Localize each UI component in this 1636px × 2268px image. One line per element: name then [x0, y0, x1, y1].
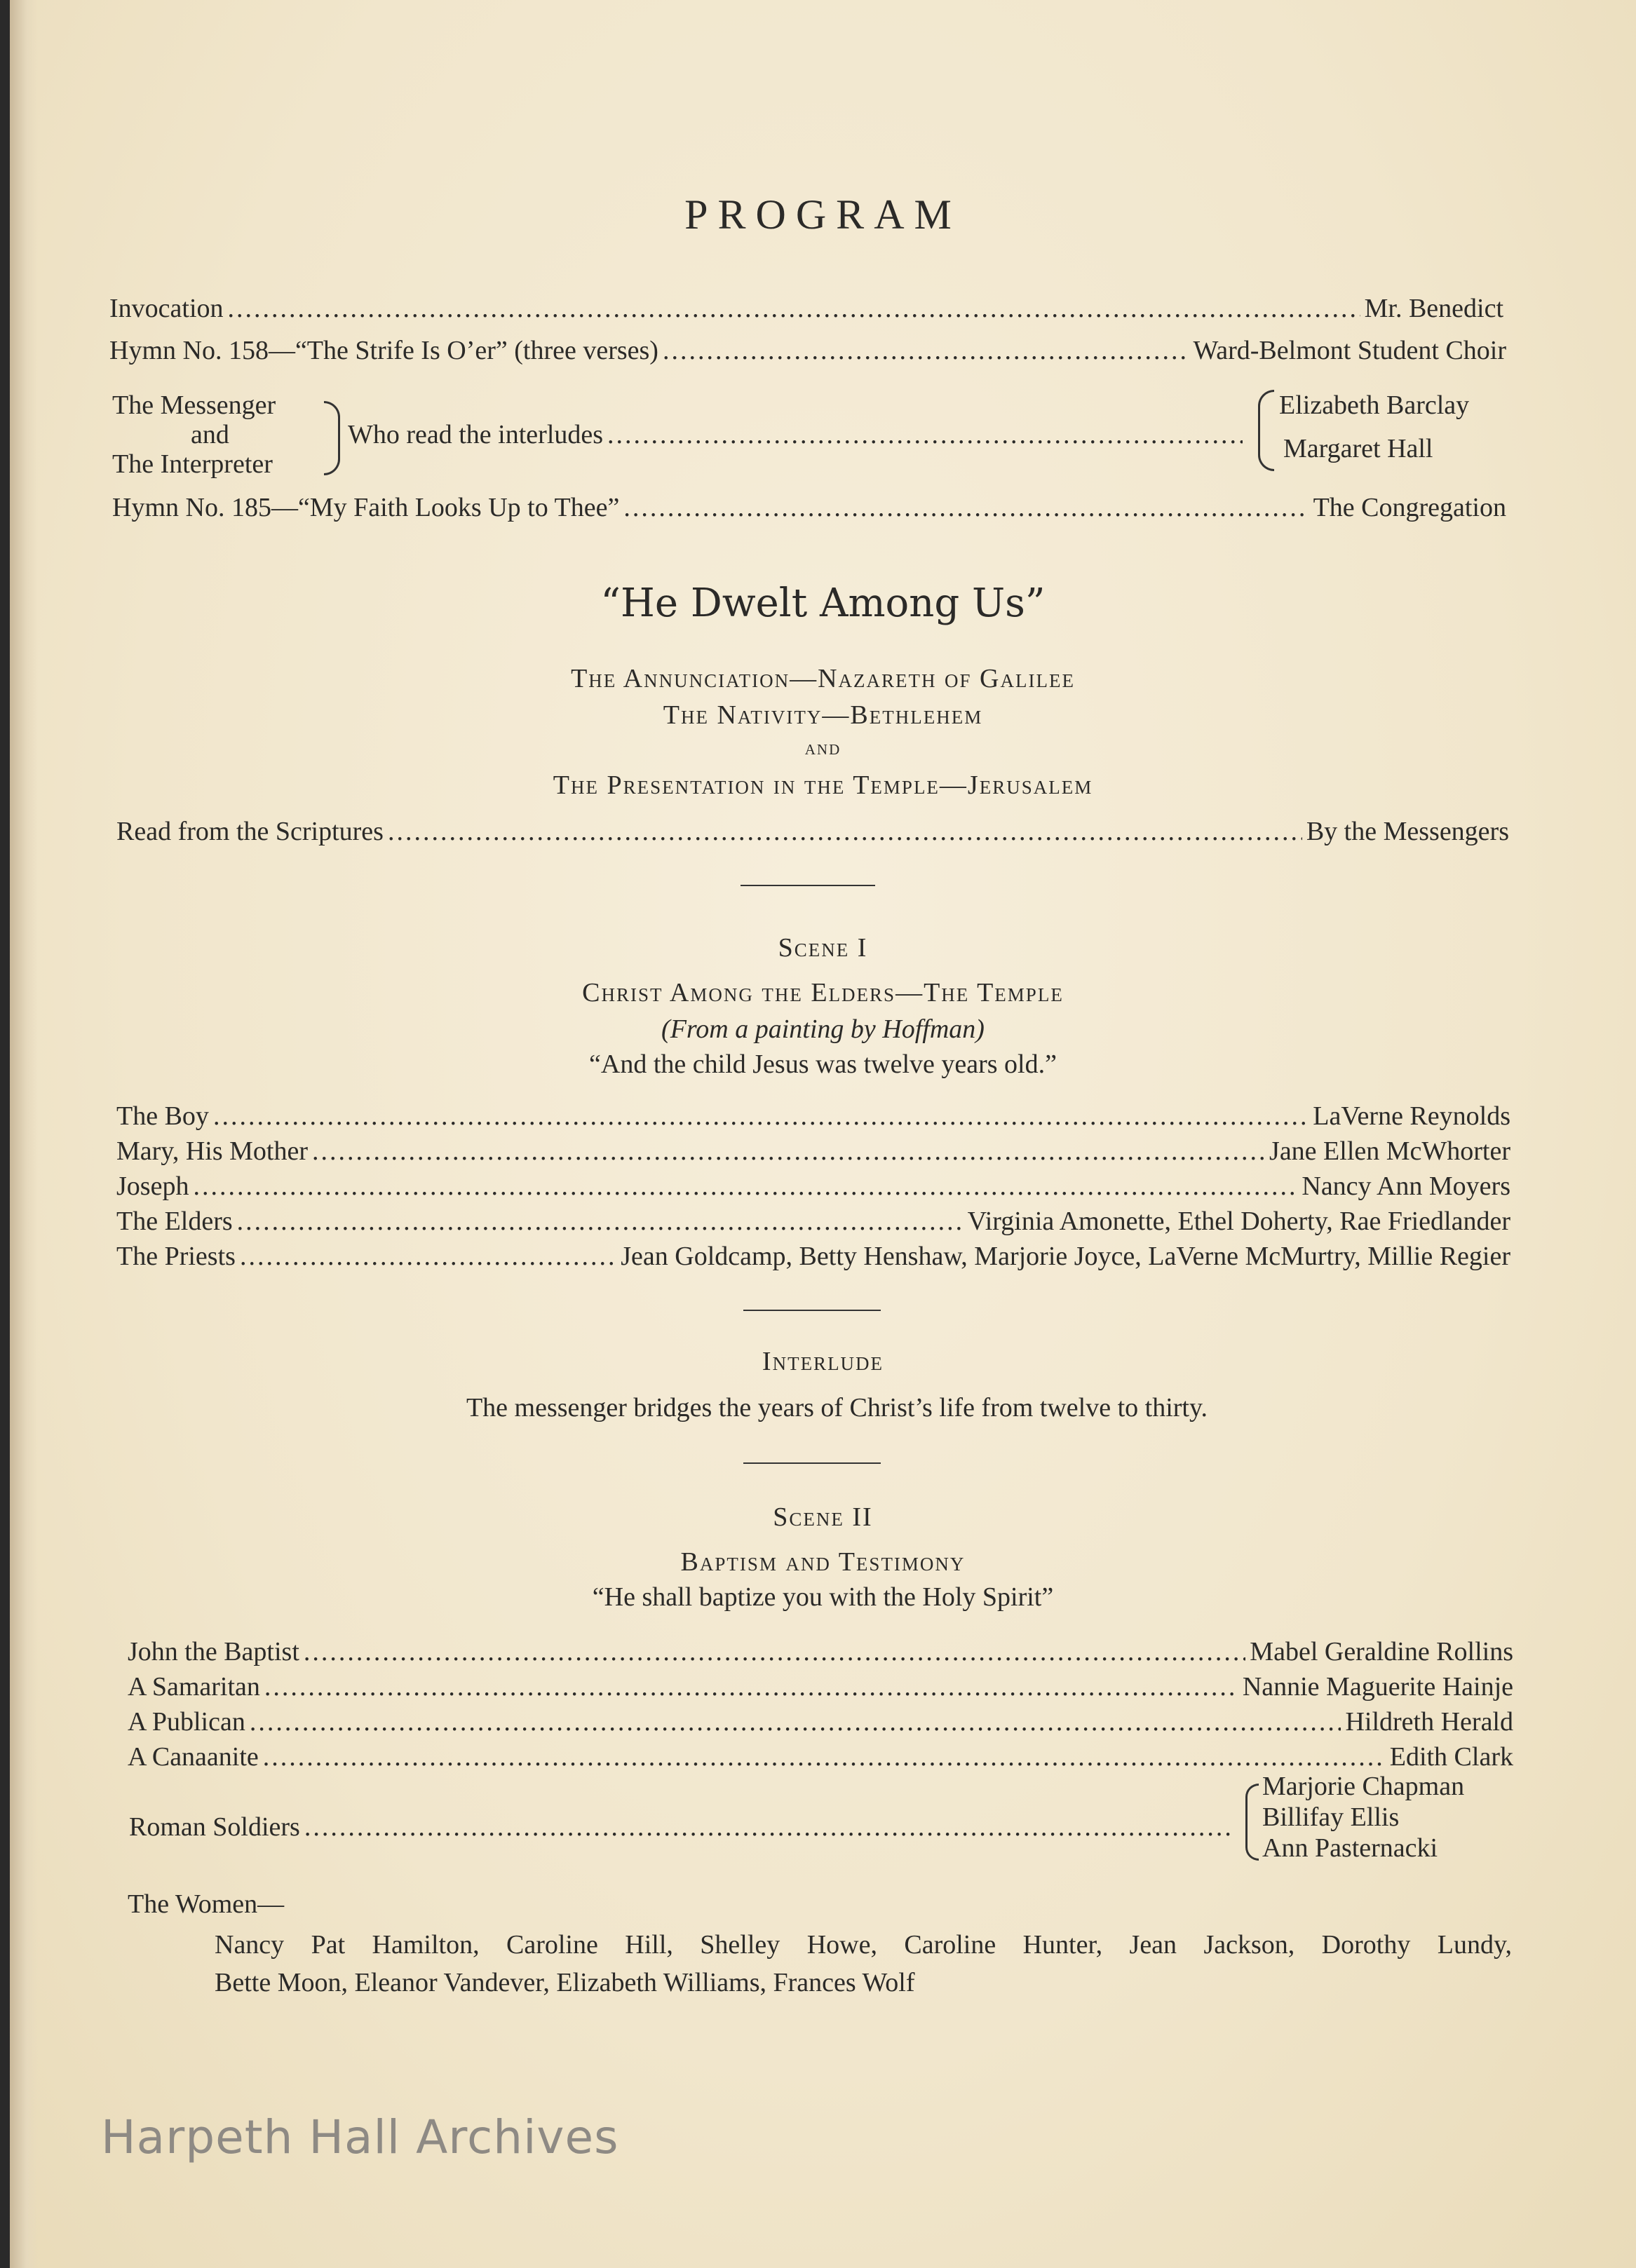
dot-leader — [240, 1241, 616, 1272]
role-label: The Elders — [116, 1207, 233, 1236]
role-label: The Boy — [116, 1101, 209, 1131]
actor-name: LaVerne Reynolds — [1313, 1101, 1510, 1131]
row-label: Hymn No. 185—“My Faith Looks Up to Thee” — [112, 493, 620, 522]
dot-leader — [663, 335, 1189, 366]
dot-leader — [607, 419, 1243, 450]
brace-soldiers — [1245, 1784, 1259, 1861]
cast-row — [128, 1706, 1513, 1737]
actor-name: Jean Goldcamp, Betty Henshaw, Marjorie Joyce, LaVerne McMurtry, Millie Regier — [621, 1242, 1510, 1271]
actor-name: Edith Clark — [1389, 1742, 1513, 1772]
row-value: The Congregation — [1313, 493, 1506, 522]
dot-leader — [228, 293, 1360, 324]
dot-leader — [263, 1741, 1386, 1772]
cast-row — [116, 1101, 1510, 1132]
row-value: By the Messengers — [1306, 817, 1509, 846]
row-value: Ward-Belmont Student Choir — [1193, 336, 1506, 365]
page-edge-shading — [10, 0, 38, 2268]
dot-leader — [250, 1706, 1341, 1737]
soldier-name: Marjorie Chapman — [1262, 1772, 1465, 1801]
row-label: Hymn No. 158—“The Strife Is O’er” (three verses) — [109, 336, 658, 365]
scene1-quote: “And the child Jesus was twelve years old.” — [589, 1050, 1057, 1079]
actor-name: Hildreth Herald — [1345, 1707, 1513, 1737]
scene1-heading: Scene I — [778, 933, 868, 963]
reader-name: Elizabeth Barclay — [1279, 391, 1470, 420]
women-names-line: Nancy Pat Hamilton, Caroline Hill, Shelley Howe, Caroline Hunter, Jean Jackson, Dorothy Lundy, — [215, 1930, 1512, 1960]
interlude-heading: Interlude — [762, 1347, 884, 1376]
soldier-name: Billifay Ellis — [1262, 1802, 1400, 1832]
role-and: and — [191, 420, 229, 449]
scene2-quote: “He shall baptize you with the Holy Spirit” — [592, 1582, 1054, 1612]
dot-leader — [623, 492, 1309, 523]
cast-row-soldiers — [129, 1812, 1238, 1842]
role-label: Roman Soldiers — [129, 1812, 300, 1842]
brace-left-group — [324, 401, 340, 475]
cast-row — [128, 1671, 1513, 1702]
row-label: Invocation — [109, 294, 224, 323]
cast-row — [116, 1206, 1510, 1237]
pageant-line: and — [804, 736, 841, 759]
dot-leader — [264, 1671, 1238, 1702]
role-label: A Publican — [128, 1707, 245, 1737]
dot-leader — [304, 1636, 1245, 1667]
section-divider — [743, 1462, 881, 1464]
actor-name: Nancy Ann Moyers — [1302, 1172, 1510, 1201]
page-title: PROGRAM — [684, 191, 961, 238]
women-label: The Women— — [128, 1889, 285, 1919]
dot-leader — [237, 1206, 964, 1237]
program-row-invocation — [109, 293, 1503, 324]
archive-watermark: Harpeth Hall Archives — [101, 2110, 619, 2164]
section-divider — [743, 1310, 881, 1311]
program-row-hymn-185 — [112, 492, 1506, 523]
actor-name: Virginia Amonette, Ethel Doherty, Rae Friedlander — [967, 1207, 1510, 1236]
dot-leader — [304, 1812, 1234, 1842]
dot-leader — [213, 1101, 1309, 1132]
pageant-title: “He Dwelt Among Us” — [600, 580, 1046, 626]
section-divider — [741, 885, 875, 886]
role-label: A Samaritan — [128, 1672, 260, 1702]
pageant-line: The Annunciation—Nazareth of Galilee — [571, 664, 1075, 693]
cast-row — [128, 1636, 1513, 1667]
actor-name: Nannie Maguerite Hainje — [1242, 1672, 1513, 1702]
row-value: Mr. Benedict — [1364, 294, 1503, 323]
cast-row — [128, 1741, 1513, 1772]
cast-row — [116, 1171, 1510, 1202]
role-label: Joseph — [116, 1172, 189, 1201]
row-label: Who read the interludes — [348, 420, 604, 449]
pageant-line: The Presentation in the Temple—Jerusalem — [553, 770, 1093, 800]
actor-name: Jane Ellen McWhorter — [1269, 1136, 1510, 1166]
program-row-hymn-158 — [109, 335, 1506, 366]
soldier-name: Ann Pasternacki — [1262, 1833, 1438, 1863]
cast-row — [116, 1241, 1510, 1272]
scene2-heading: Scene II — [773, 1502, 873, 1532]
pageant-line: The Nativity—Bethlehem — [663, 700, 983, 730]
interlude-text: The messenger bridges the years of Christ’s life from twelve to thirty. — [466, 1393, 1208, 1422]
dot-leader — [388, 816, 1302, 847]
program-row-scriptures — [116, 816, 1509, 847]
program-page — [10, 0, 1636, 2268]
program-row-interludes — [348, 419, 1247, 450]
row-label: Read from the Scriptures — [116, 817, 384, 846]
reader-name: Margaret Hall — [1283, 434, 1433, 463]
actor-name: Mabel Geraldine Rollins — [1250, 1637, 1513, 1666]
role-label: The Priests — [116, 1242, 236, 1271]
role-label: A Canaanite — [128, 1742, 259, 1772]
role-label: John the Baptist — [128, 1637, 299, 1666]
scene1-note: (From a painting by Hoffman) — [661, 1014, 985, 1044]
brace-right-group — [1258, 390, 1274, 471]
dot-leader — [193, 1171, 1297, 1202]
role-messenger: The Messenger — [112, 391, 276, 420]
role-interpreter: The Interpreter — [112, 449, 273, 479]
cast-row — [116, 1136, 1510, 1167]
scene2-title: Baptism and Testimony — [680, 1547, 966, 1577]
scene1-title: Christ Among the Elders—The Temple — [582, 978, 1064, 1007]
dot-leader — [312, 1136, 1265, 1167]
women-names-line: Bette Moon, Eleanor Vandever, Elizabeth Williams, Frances Wolf — [215, 1968, 915, 1997]
role-label: Mary, His Mother — [116, 1136, 308, 1166]
